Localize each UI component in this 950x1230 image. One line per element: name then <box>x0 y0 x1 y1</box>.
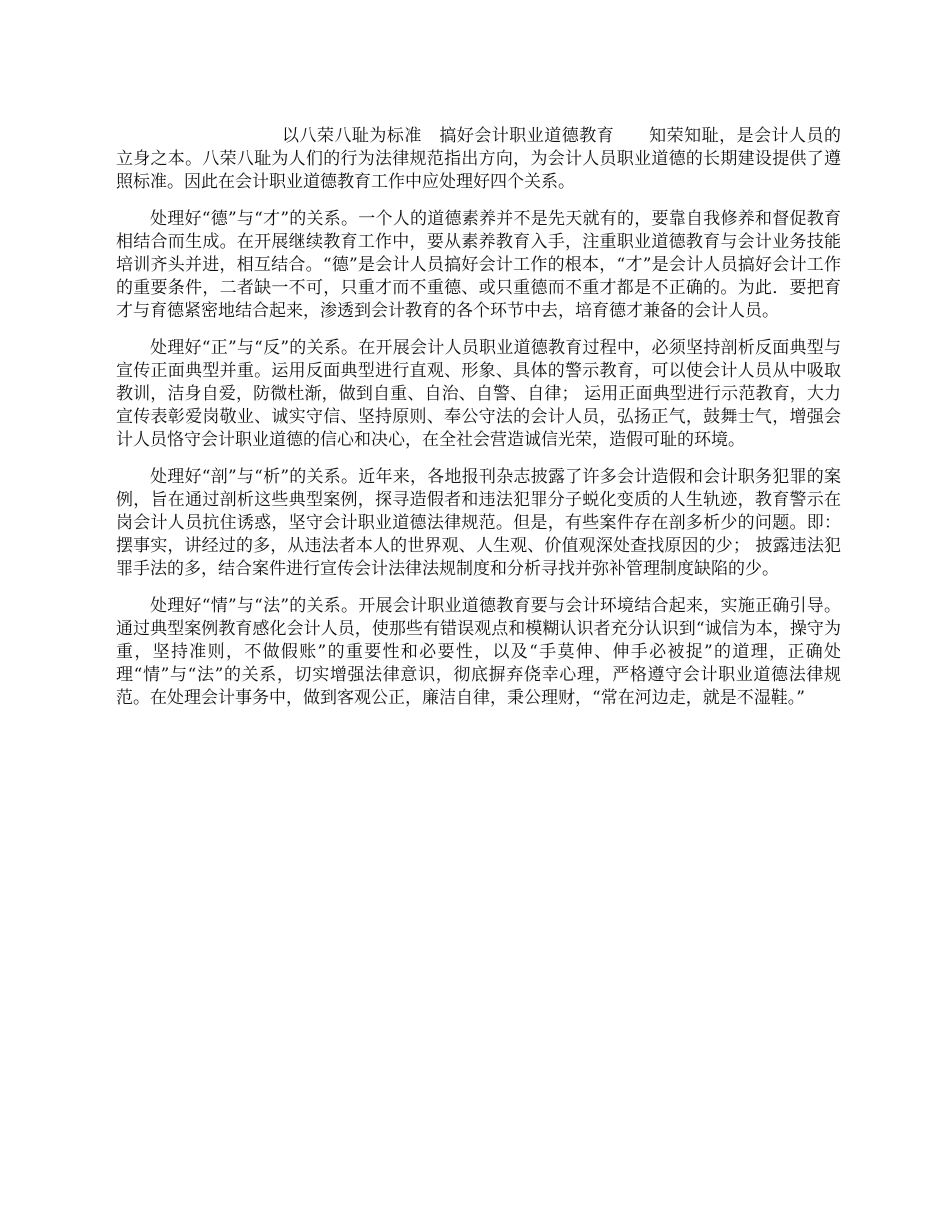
document-body <box>116 125 841 724</box>
paragraph-emotion-law: 处理好“情”与“法”的关系。开展会计职业道德教育要与会计环境结合起来，实施正确引导。通过典型案例教育感化会计人员，使那些有错误观点和模糊认识者充分认识到“诚信为本，操守为重，坚持准则，不做假账”的重要性和必要性，以及“手莫伸、伸手必被捉”的道理，正确处理“情”与“法”的关系，切实增强法律意识，彻底摒弃侥幸心理，严格遵守会计职业道德法律规范。在处理会计事务中，做到客观公正，廉洁自律，秉公理财，“常在河边走，就是不湿鞋。” <box>116 595 841 709</box>
paragraph-virtue-talent: 处理好“德”与“才”的关系。一个人的道德素养并不是先天就有的，要靠自我修养和督促教育相结合而生成。在开展继续教育工作中，要从素养教育入手，注重职业道德教育与会计业务技能培训齐头并进，相互结合。“德”是会计人员搞好会计工作的根本，“才”是会计人员搞好会计工作的重要条件，二者缺一不可，只重才而不重德、或只重德而不重才都是不正确的。为此．要把育才与育德紧密地结合起来，渗透到会计教育的各个环节中去，培育德才兼备的会计人员。 <box>116 208 841 322</box>
paragraph-positive-negative: 处理好“正”与“反”的关系。在开展会计人员职业道德教育过程中，必须坚持剖析反面典型与宣传正面典型并重。运用反面典型进行直观、形象、具体的警示教育，可以使会计人员从中吸取教训，洁身自爱，防微杜渐，做到自重、自治、自警、自律； 运用正面典型进行示范教育，大力宣传表彰爱岗敬业、诚实守信、坚持原则、奉公守法的会计人员，弘扬正气，鼓舞士气，增强会计人员恪守会计职业道德的信心和决心，在全社会营造诚信光荣，造假可耻的环境。 <box>116 337 841 451</box>
paragraph-dissect-analyze: 处理好“剖”与“析”的关系。近年来，各地报刊杂志披露了许多会计造假和会计职务犯罪的案例，旨在通过剖析这些典型案例，探寻造假者和违法犯罪分子蜕化变质的人生轨迹，教育警示在岗会计人员抗住诱惑，坚守会计职业道德法律规范。但是，有些案件存在剖多析少的问题。即：摆事实，讲经过的多，从违法者本人的世界观、人生观、价值观深处查找原因的少； 披露违法犯罪手法的多，结合案件进行宣传会计法律法规制度和分析寻找并弥补管理制度缺陷的少。 <box>116 466 841 580</box>
intro-paragraph: 以八荣八耻为标准 搞好会计职业道德教育 知荣知耻，是会计人员的立身之本。八荣八耻为人们的行为法律规范指出方向，为会计人员职业道德的长期建设提供了遵照标准。因此在会计职业道德教育工作中应处理好四个关系。 <box>116 126 841 193</box>
